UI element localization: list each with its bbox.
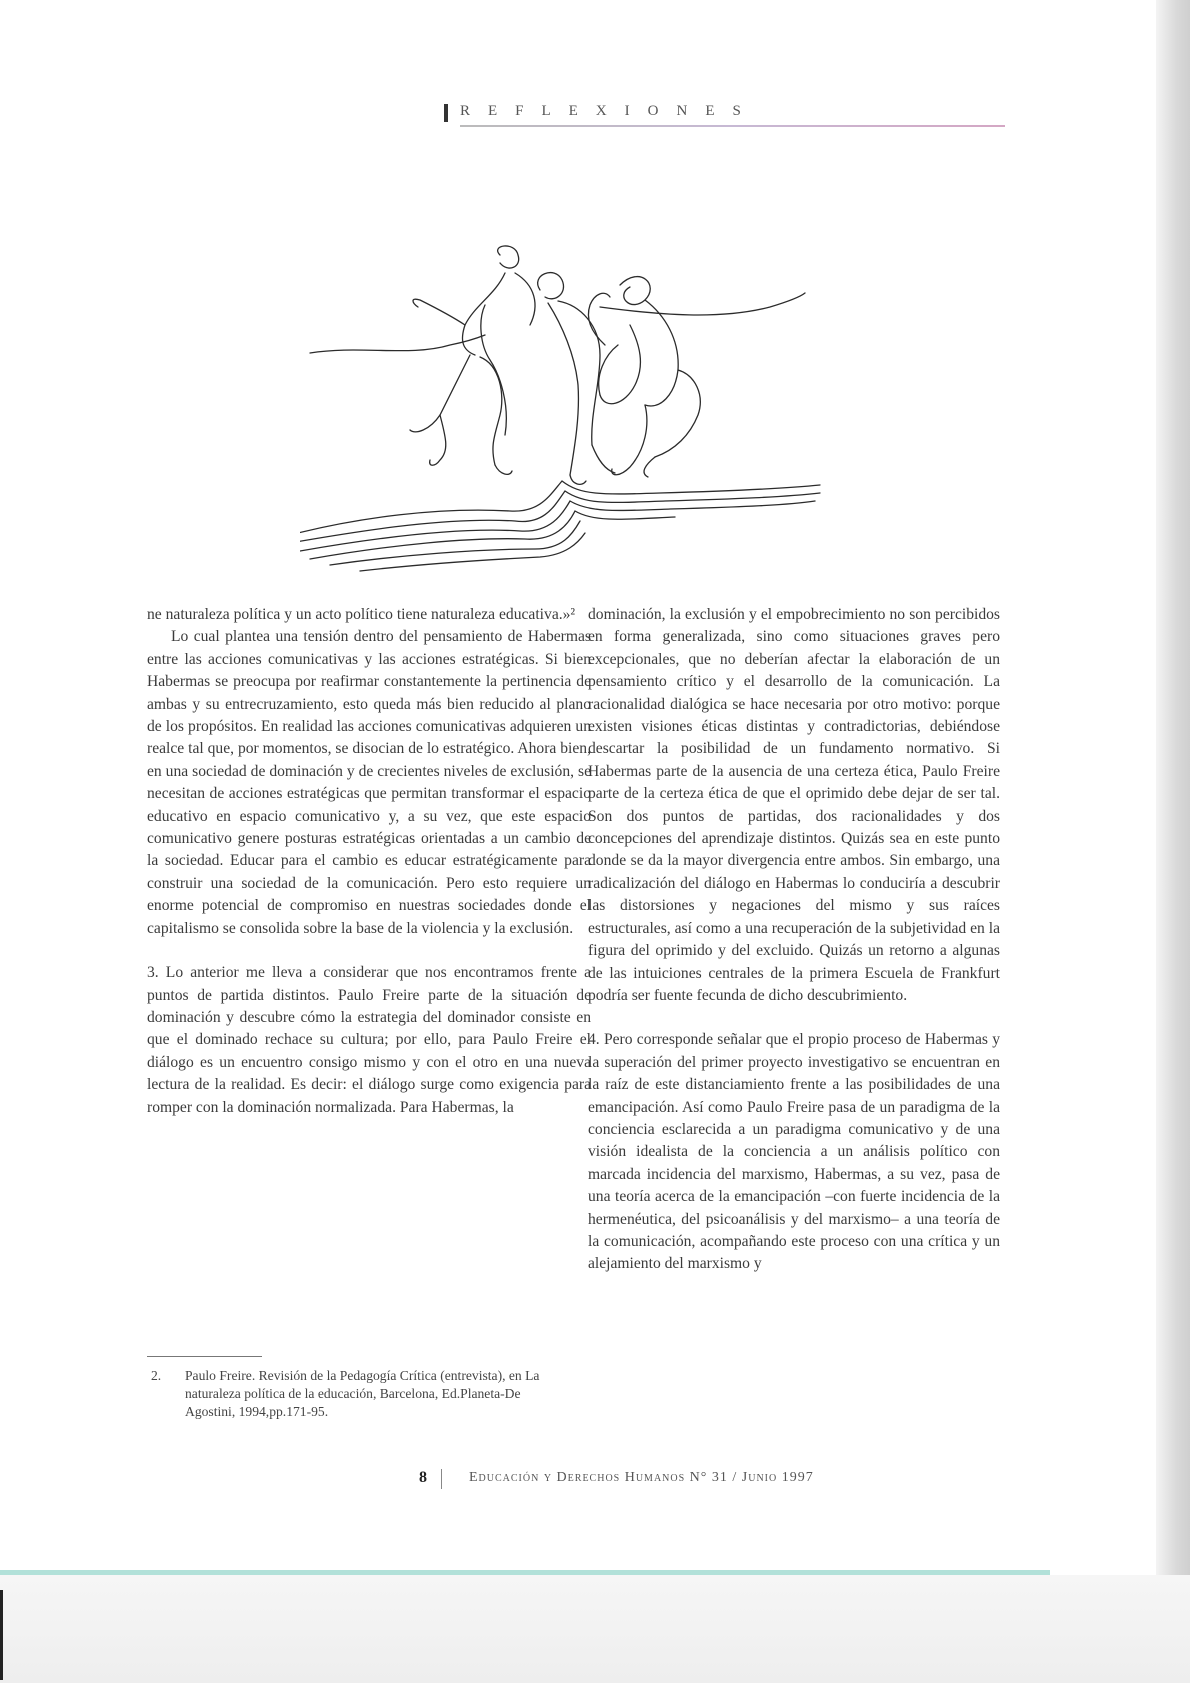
paragraph: Lo cual plantea una tensión dentro del pensamiento de Habermas entre las acciones comunicativas y las acciones estratégicas. Si bien Habermas se preocupa por reafirmar constantemente la pertinencia de ambas y su entrecruzamiento, esto queda más bien reducido al plano de los propósitos. En realidad las acciones comunicativas adquieren un realce tal que, por momentos, se disocian de lo estratégico. Ahora bien, en una sociedad de dominación y de crecientes niveles de exclusión, se necesitan de acciones estratégicas que permitan transformar el espacio educativo en espacio comunicativo y, a su vez, que este espacio comunicativo genere posturas estratégicas orientadas a un cambio de la sociedad. Educar para el cambio es educar estratégicamente para construir una sociedad de la comunicación. Pero esto requiere un enorme potencial de compromiso en nuestras sociedades donde el capitalismo se consolida sobre la base de la violencia y la exclusión. [147, 628, 591, 937]
left-column [147, 604, 591, 1119]
scan-margin [0, 1575, 1190, 1683]
page-edge-shadow [1156, 0, 1190, 1683]
paragraph: ne naturaleza política y un acto político tiene naturaleza educativa.»² [147, 606, 576, 623]
header-rule [460, 125, 1005, 127]
page-number: 8 [419, 1469, 427, 1486]
header-bar [444, 104, 448, 122]
scan-artifact-line [0, 1570, 1050, 1575]
right-column [588, 604, 1000, 1276]
paragraph: dominación, la exclusión y el empobrecimiento no son percibidos en forma generalizada, sino como situaciones graves pero excepcionales, que no deberían afectar la elaboración de un pensamiento crítico y el desarrollo de la comunicación. La racionalidad dialógica se hace necesaria por otro motivo: porque existen visiones éticas distintas y contradictorias, debiéndose descartar la posibilidad de un fundamento normativo. Si Habermas parte de la ausencia de una certeza ética, Paulo Freire parte de la certeza ética de que el oprimido debe dejar de ser tal. Son dos puntos de partidas, dos racionalidades y dos concepciones del aprendizaje distintos. Quizás sea en este punto donde se da la mayor divergencia entre ambos. Sin embargo, una radicalización del diálogo en Habermas lo conduciría a descubrir las distorsiones y negaciones del mismo y sus raíces estructurales, así como a una recuperación de la subjetividad en la figura del oprimido y del excluido. Quizás un retorno a algunas de las intuiciones centrales de la primera Escuela de Frankfurt podría ser fuente fecunda de dicho descubrimiento. [588, 606, 1000, 1004]
scan-edge-mark [0, 1590, 3, 1680]
paragraph: 4. Pero corresponde señalar que el propio proceso de Habermas y la superación del primer proyecto investigativo se encuentran en la raíz de este distanciamiento frente a las posibilidades de una emancipación. Así como Paulo Freire pasa de un paradigma de la conciencia esclarecida a un paradigma comunicativo y de una visión idealista de la conciencia a un análisis político con marcada incidencia del marxismo, Habermas, a su vez, pasa de una teoría acerca de la emancipación –con fuerte incidencia de la hermenéutica, del psicoanálisis y del marxismo– a una teoría de la comunicación, acompañando este proceso con una crítica y un alejamiento del marxismo y [588, 1031, 1000, 1273]
page-footer [415, 1469, 855, 1493]
footnote-number: 2. [151, 1368, 162, 1383]
journal-name: Educación y Derechos Humanos N° 31 / Junio 1997 [469, 1470, 814, 1485]
footnote-text: Paulo Freire. Revisión de la Pedagogía Crítica (entrevista), en La naturaleza política de la educación, Barcelona, Ed.Planeta-De Agostini, 1994,pp.171-95. [185, 1368, 540, 1420]
section-title: REFLEXIONES [460, 103, 759, 119]
paragraph: 3. Lo anterior me lleva a considerar que nos encontramos frente a puntos de partida distintos. Paulo Freire parte de la situación de dominación y descubre cómo la estrategia del dominador consiste en que el dominado rechace su cultura; por ello, para Paulo Freire el diálogo es un encuentro consigo mismo y con el otro en una nueva lectura de la realidad. Es decir: el diálogo surge como exigencia para romper con la dominación normalizada. Para Habermas, la [147, 964, 591, 1116]
line-drawing-illustration [300, 245, 860, 575]
footer-separator [441, 1469, 442, 1489]
footnote-rule [147, 1356, 262, 1357]
footnote [147, 1367, 572, 1422]
section-header [444, 104, 1004, 130]
